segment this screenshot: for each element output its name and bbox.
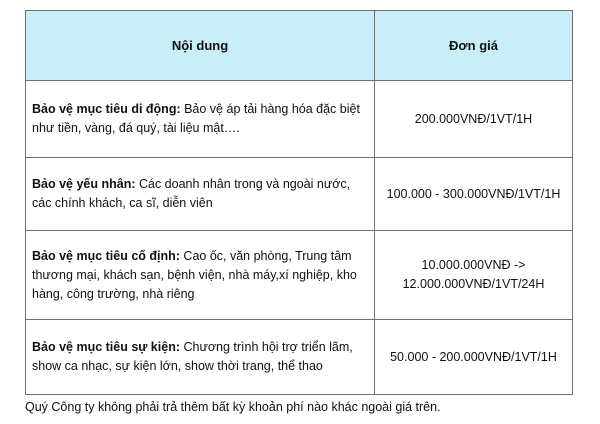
- price-value-continued: 12.000.000VNĐ/1VT/24H: [402, 277, 545, 291]
- service-cell: [26, 81, 375, 158]
- service-cell: [26, 320, 375, 395]
- service-description: Các doanh nhân trong và ngoài nước, các chính khách, ca sĩ, diễn viên: [32, 177, 351, 210]
- service-name: Bảo vệ mục tiêu sự kiện:: [32, 340, 180, 354]
- price-cell: [375, 81, 573, 158]
- pricing-table: [25, 10, 573, 395]
- price-value: 50.000 - 200.000VNĐ/1VT/1H: [390, 349, 557, 364]
- table-row: [26, 158, 573, 231]
- service-name: Bảo vệ yếu nhân:: [32, 177, 136, 191]
- service-cell: [26, 231, 375, 320]
- price-cell: [375, 231, 573, 320]
- service-description: Bảo vệ áp tải hàng hóa đặc biệt như tiền, vàng, đá quý, tài liệu mật….: [32, 102, 360, 135]
- service-description: Chương trình hội trợ triển lãm, show ca nhạc, sự kiện lớn, show thời trang, thể thao: [32, 340, 353, 373]
- table-row: [26, 231, 573, 320]
- service-description: Cao ốc, văn phòng, Trung tâm thương mại, khách sạn, bệnh viện, nhà máy,xí nghiệp, kho hàng, công trường, nhà riêng: [32, 248, 357, 301]
- table-row: [26, 81, 573, 158]
- table-header-row: [26, 11, 573, 81]
- header-content: Nội dung: [26, 11, 375, 81]
- price-cell: [375, 320, 573, 395]
- price-cell: [375, 158, 573, 231]
- price-value: 100.000 - 300.000VNĐ/1VT/1H: [386, 186, 561, 201]
- price-value: 200.000VNĐ/1VT/1H: [414, 111, 533, 126]
- footnote: Quý Công ty không phải trả thêm bất kỳ khoản phí nào khác ngoài giá trên.: [25, 400, 441, 414]
- service-name: Bảo vệ mục tiêu cố định:: [32, 248, 180, 263]
- service-name: Bảo vệ mục tiêu di động:: [32, 102, 181, 116]
- service-cell: [26, 158, 375, 231]
- price-value: 10.000.000VNĐ ->: [421, 258, 526, 272]
- header-price: Đơn giá: [375, 11, 573, 81]
- table-row: [26, 320, 573, 395]
